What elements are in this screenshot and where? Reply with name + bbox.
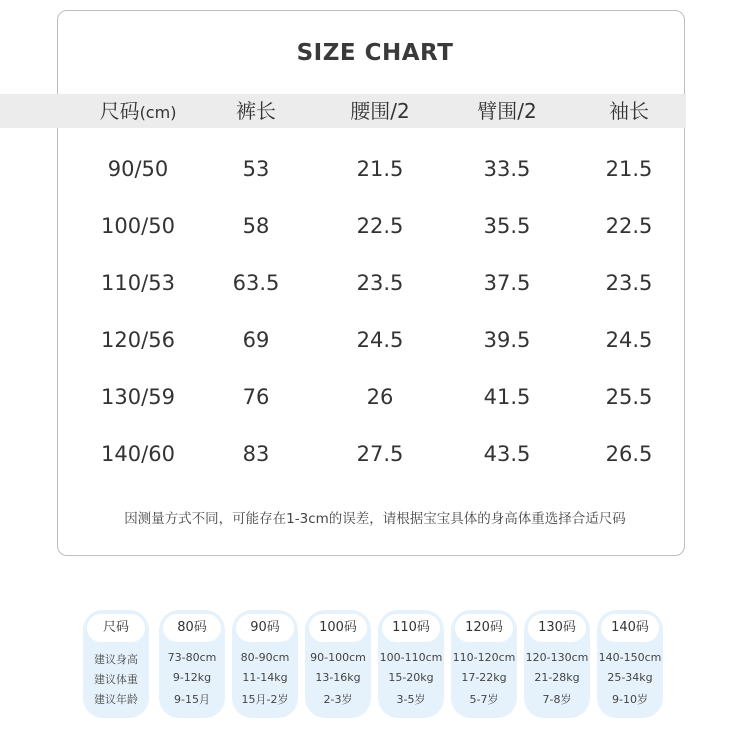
cell-pants-length: 83 bbox=[242, 442, 270, 466]
cell-sleeve: 24.5 bbox=[605, 328, 653, 352]
header-size bbox=[78, 94, 198, 128]
cell-size: 120/56 bbox=[101, 328, 175, 352]
guide-weight: 17-22kg bbox=[461, 671, 507, 684]
header-arm: 臂围/2 bbox=[477, 99, 537, 123]
table-row bbox=[0, 320, 686, 360]
measurement-note: 因测量方式不同，可能存在1-3cm的误差，请根据宝宝具体的身高体重选择合适尺码 bbox=[124, 511, 626, 527]
header-size-unit: (cm) bbox=[139, 103, 177, 122]
header-size-label: 尺码 bbox=[99, 99, 140, 123]
guide-size-column bbox=[305, 610, 371, 718]
header-waist: 腰围/2 bbox=[350, 99, 410, 123]
guide-size-label: 100码 bbox=[309, 614, 367, 642]
table-header bbox=[0, 94, 686, 128]
guide-header-label: 尺码 bbox=[87, 614, 145, 642]
guide-weight: 25-34kg bbox=[607, 671, 653, 684]
guide-height: 110-120cm bbox=[452, 651, 516, 664]
guide-size-column bbox=[159, 610, 225, 718]
header-sleeve: 袖长 bbox=[609, 99, 649, 123]
cell-sleeve: 22.5 bbox=[605, 214, 653, 238]
cell-size: 140/60 bbox=[101, 442, 175, 466]
guide-size-label: 110码 bbox=[382, 614, 440, 642]
guide-size-label: 80码 bbox=[163, 614, 221, 642]
guide-weight: 13-16kg bbox=[315, 671, 361, 684]
guide-size-column bbox=[597, 610, 663, 718]
table-row bbox=[0, 149, 686, 189]
guide-weight: 21-28kg bbox=[534, 671, 580, 684]
cell-size: 110/53 bbox=[101, 271, 175, 295]
cell-size: 90/50 bbox=[107, 157, 169, 181]
guide-age: 9-15月 bbox=[174, 693, 210, 706]
guide-row-label: 建议年龄 bbox=[94, 693, 138, 706]
table-row bbox=[0, 263, 686, 303]
guide-height: 80-90cm bbox=[240, 651, 290, 664]
cell-sleeve: 21.5 bbox=[605, 157, 653, 181]
cell-arm: 37.5 bbox=[483, 271, 531, 295]
cell-sleeve: 25.5 bbox=[605, 385, 653, 409]
guide-size-label: 90码 bbox=[236, 614, 294, 642]
guide-age: 2-3岁 bbox=[323, 693, 353, 706]
guide-size-column bbox=[451, 610, 517, 718]
guide-height: 90-100cm bbox=[310, 651, 366, 664]
guide-size-column bbox=[232, 610, 298, 718]
size-guide bbox=[0, 610, 750, 720]
guide-age: 3-5岁 bbox=[396, 693, 426, 706]
guide-row-label: 建议体重 bbox=[94, 673, 138, 686]
cell-waist: 23.5 bbox=[356, 271, 404, 295]
guide-weight: 9-12kg bbox=[172, 671, 212, 684]
cell-pants-length: 69 bbox=[242, 328, 270, 352]
cell-arm: 33.5 bbox=[483, 157, 531, 181]
guide-height: 100-110cm bbox=[379, 651, 443, 664]
cell-pants-length: 76 bbox=[242, 385, 270, 409]
cell-waist: 26 bbox=[366, 385, 394, 409]
guide-row-label: 建议身高 bbox=[94, 653, 138, 666]
guide-height: 140-150cm bbox=[598, 651, 662, 664]
guide-weight: 15-20kg bbox=[388, 671, 434, 684]
cell-arm: 43.5 bbox=[483, 442, 531, 466]
guide-age: 5-7岁 bbox=[469, 693, 499, 706]
table-row bbox=[0, 206, 686, 246]
cell-size: 130/59 bbox=[101, 385, 175, 409]
guide-weight: 11-14kg bbox=[242, 671, 288, 684]
table-row bbox=[0, 377, 686, 417]
cell-arm: 39.5 bbox=[483, 328, 531, 352]
cell-size: 100/50 bbox=[101, 214, 175, 238]
cell-pants-length: 53 bbox=[242, 157, 270, 181]
cell-waist: 21.5 bbox=[356, 157, 404, 181]
guide-label-column bbox=[83, 610, 149, 718]
cell-pants-length: 58 bbox=[242, 214, 270, 238]
guide-size-label: 140码 bbox=[601, 614, 659, 642]
header-pants-length: 裤长 bbox=[236, 99, 276, 123]
guide-age: 9-10岁 bbox=[612, 693, 648, 706]
cell-pants-length: 63.5 bbox=[232, 271, 280, 295]
cell-waist: 22.5 bbox=[356, 214, 404, 238]
cell-waist: 24.5 bbox=[356, 328, 404, 352]
cell-arm: 35.5 bbox=[483, 214, 531, 238]
guide-size-column bbox=[378, 610, 444, 718]
cell-waist: 27.5 bbox=[356, 442, 404, 466]
guide-size-column bbox=[524, 610, 590, 718]
table-row bbox=[0, 434, 686, 474]
guide-size-label: 120码 bbox=[455, 614, 513, 642]
cell-sleeve: 23.5 bbox=[605, 271, 653, 295]
guide-size-label: 130码 bbox=[528, 614, 586, 642]
guide-age: 7-8岁 bbox=[542, 693, 572, 706]
guide-age: 15月-2岁 bbox=[241, 693, 289, 706]
guide-height: 120-130cm bbox=[525, 651, 589, 664]
chart-title: SIZE CHART bbox=[296, 40, 454, 66]
cell-sleeve: 26.5 bbox=[605, 442, 653, 466]
cell-arm: 41.5 bbox=[483, 385, 531, 409]
guide-height: 73-80cm bbox=[167, 651, 217, 664]
